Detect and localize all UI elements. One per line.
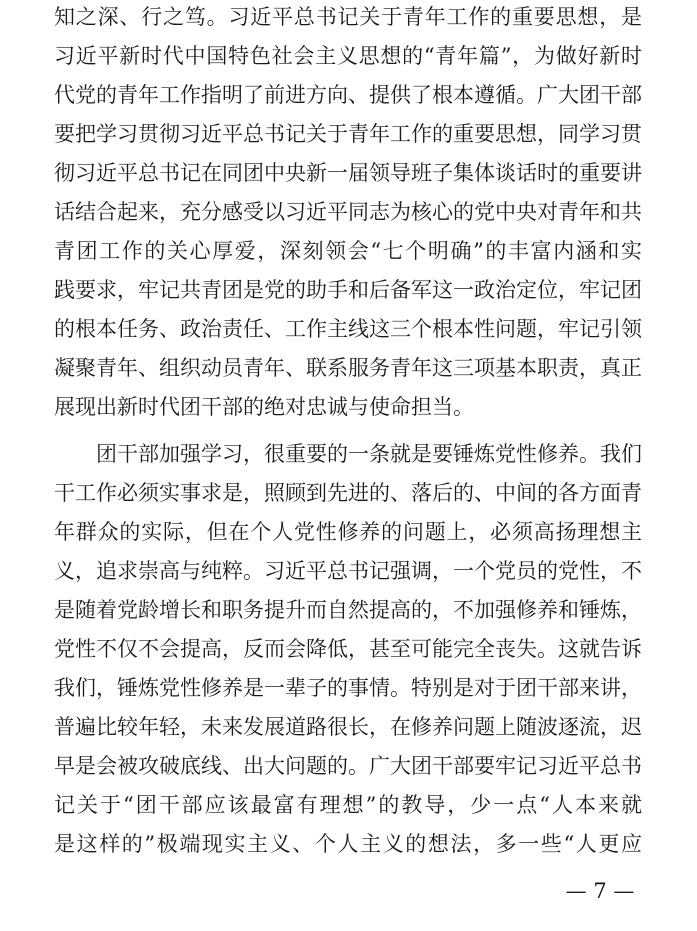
text-line: 展现出新时代团干部的绝对忠诚与使命担当。	[54, 395, 474, 419]
text-line: 彻习近平总书记在同团中央新一届领导班子集体谈话时的重要讲	[54, 161, 642, 185]
text-line: 知之深、行之笃。习近平总书记关于青年工作的重要思想，是	[54, 5, 642, 29]
text-line: 话结合起来，充分感受以习近平同志为核心的党中央对青年和共	[54, 200, 642, 224]
text-line: 代党的青年工作指明了前进方向、提供了根本遵循。广大团干部	[54, 83, 642, 107]
text-line: 党性不仅不会提高，反而会降低，甚至可能完全丧失。这就告诉	[54, 637, 642, 661]
text-line: 干工作必须实事求是，照顾到先进的、落后的、中间的各方面青	[54, 481, 642, 505]
text-line: 普遍比较年轻，未来发展道路很长，在修养问题上随波逐流，迟	[54, 715, 642, 739]
text-line: 义，追求崇高与纯粹。习近平总书记强调，一个党员的党性，不	[54, 559, 642, 583]
text-line: 是随着党龄增长和职务提升而自然提高的，不加强修养和锤炼，	[54, 598, 642, 622]
text-line: 凝聚青年、组织动员青年、联系服务青年这三项基本职责，真正	[54, 356, 642, 380]
text-line: 我们，锤炼党性修养是一辈子的事情。特别是对于团干部来讲，	[54, 676, 642, 700]
text-line: 要把学习贯彻习近平总书记关于青年工作的重要思想，同学习贯	[54, 122, 642, 146]
text-line: 早是会被攻破底线、出大问题的。广大团干部要牢记习近平总书	[54, 754, 642, 778]
text-line: 年群众的实际，但在个人党性修养的问题上，必须高扬理想主	[54, 520, 642, 544]
text-line: 践要求，牢记共青团是党的助手和后备军这一政治定位，牢记团	[54, 278, 642, 302]
page-number: — 7 —	[565, 879, 635, 903]
text-line: 是这样的”极端现实主义、个人主义的想法，多一些“人更应	[54, 832, 642, 856]
text-line: 的根本任务、政治责任、工作主线这三个根本性问题，牢记引领	[54, 317, 642, 341]
text-line: 团干部加强学习，很重要的一条就是要锤炼党性修养。我们	[54, 442, 642, 466]
text-line: 青团工作的关心厚爱，深刻领会“七个明确”的丰富内涵和实	[54, 239, 642, 263]
text-line: 习近平新时代中国特色社会主义思想的“青年篇”，为做好新时	[54, 44, 642, 68]
text-line: 记关于“团干部应该最富有理想”的教导，少一点“人本来就	[54, 793, 642, 817]
